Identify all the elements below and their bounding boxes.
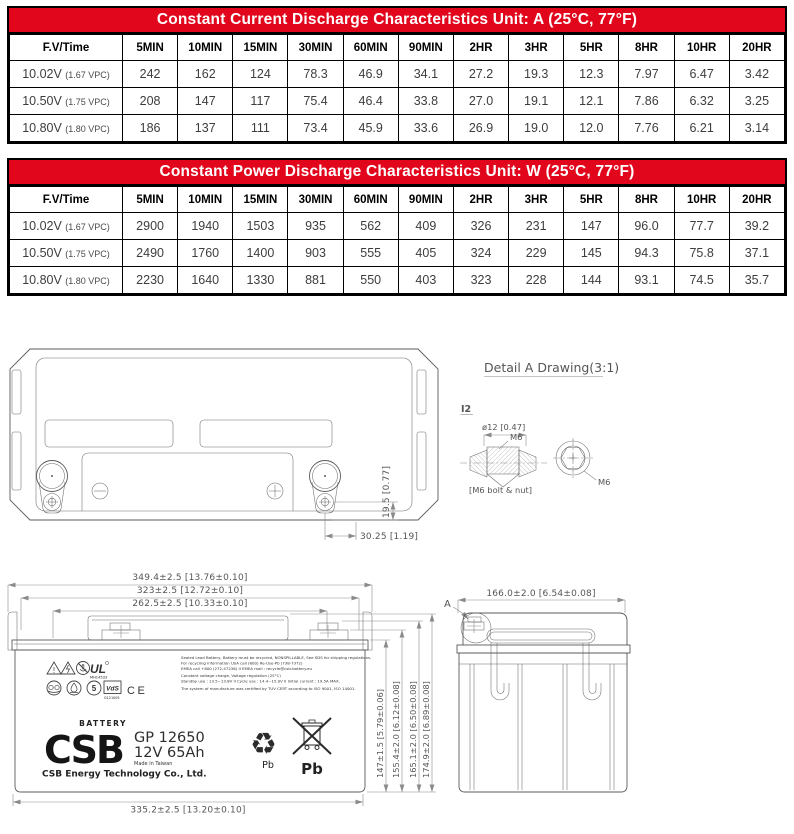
time-column-header: 30MIN bbox=[288, 187, 343, 213]
vpc-note: (1.80 VPC) bbox=[65, 124, 110, 134]
bolt-nut-caption: [M6 bolt & nut] bbox=[469, 485, 532, 495]
dim-30-25: 30.25 [1.19] bbox=[360, 532, 419, 542]
value-cell: 186 bbox=[123, 115, 178, 142]
vpc-note: (1.75 VPC) bbox=[65, 97, 110, 107]
minus-symbol-icon bbox=[92, 483, 108, 499]
voltage-cell: 10.50V (1.75 VPC) bbox=[10, 88, 123, 115]
ul-letters: UL bbox=[90, 662, 106, 676]
value-cell: 33.6 bbox=[398, 115, 453, 142]
table-row bbox=[10, 88, 785, 115]
value-cell: 37.1 bbox=[729, 240, 784, 267]
csb-logo: CSB bbox=[44, 728, 123, 772]
value-cell: 144 bbox=[564, 267, 619, 294]
front-view-drawing bbox=[8, 573, 436, 816]
value-cell: 231 bbox=[509, 213, 564, 240]
bolt-end-view bbox=[553, 438, 596, 480]
time-column-header: 5HR bbox=[564, 35, 619, 61]
terminal-type-label: I2 bbox=[461, 404, 472, 415]
value-cell: 78.3 bbox=[288, 61, 343, 88]
detail-a-callout: A bbox=[444, 599, 451, 610]
value-cell: 6.32 bbox=[674, 88, 729, 115]
value-cell: 137 bbox=[178, 115, 233, 142]
value-cell: 75.8 bbox=[674, 240, 729, 267]
value-cell: 12.3 bbox=[564, 61, 619, 88]
value-cell: 555 bbox=[343, 240, 398, 267]
origin-label: Made in Taiwan bbox=[134, 761, 173, 767]
time-column-header: 15MIN bbox=[233, 187, 288, 213]
value-cell: 409 bbox=[398, 213, 453, 240]
value-cell: 27.0 bbox=[453, 88, 508, 115]
certification-icons bbox=[47, 661, 147, 700]
value-cell: 1330 bbox=[233, 267, 288, 294]
model-number: GP 12650 bbox=[134, 730, 205, 746]
no-fire-icon bbox=[77, 662, 90, 675]
table-row bbox=[10, 115, 785, 142]
value-cell: 34.1 bbox=[398, 61, 453, 88]
time-column-header: 60MIN bbox=[343, 35, 398, 61]
voltage-cell: 10.80V (1.80 VPC) bbox=[10, 115, 123, 142]
voltage-cell: 10.50V (1.75 VPC) bbox=[10, 240, 123, 267]
side-battery-outline bbox=[457, 613, 630, 792]
ul-mark-icon bbox=[90, 661, 109, 679]
vds-letters: VdS bbox=[106, 685, 119, 693]
front-left-terminal bbox=[102, 623, 140, 640]
time-column-header: 10MIN bbox=[178, 187, 233, 213]
value-cell: 3.42 bbox=[729, 61, 784, 88]
pb-recycle-label: Pb bbox=[262, 760, 274, 771]
time-column-header: 5HR bbox=[564, 187, 619, 213]
time-column-header: 8HR bbox=[619, 187, 674, 213]
vpc-note: (1.67 VPC) bbox=[65, 222, 110, 232]
time-column-header: 8HR bbox=[619, 35, 674, 61]
time-column-header: 10HR bbox=[674, 187, 729, 213]
value-cell: 147 bbox=[564, 213, 619, 240]
voltage-cell: 10.80V (1.80 VPC) bbox=[10, 267, 123, 294]
value-cell: 403 bbox=[398, 267, 453, 294]
constant-power-table-title: Constant Power Discharge Characteristics Unit: W (25°C, 77°F) bbox=[9, 160, 785, 186]
value-cell: 1760 bbox=[178, 240, 233, 267]
corner-header: F.V/Time bbox=[10, 187, 123, 213]
svg-text:!: ! bbox=[52, 666, 56, 675]
pb-marks bbox=[250, 718, 331, 778]
value-cell: 75.4 bbox=[288, 88, 343, 115]
dim-19-5: 19.5 [0.77] bbox=[382, 465, 392, 518]
time-column-header: 3HR bbox=[509, 187, 564, 213]
warning-lightning-icon bbox=[61, 662, 75, 674]
value-cell: 7.86 bbox=[619, 88, 674, 115]
value-cell: 162 bbox=[178, 61, 233, 88]
time-column-header: 60MIN bbox=[343, 187, 398, 213]
vpc-note: (1.67 VPC) bbox=[65, 70, 110, 80]
value-cell: 147 bbox=[178, 88, 233, 115]
table-row bbox=[10, 267, 785, 294]
value-cell: 935 bbox=[288, 213, 343, 240]
negative-terminal bbox=[37, 461, 68, 514]
fine-print-block bbox=[180, 655, 371, 691]
value-cell: 19.0 bbox=[509, 115, 564, 142]
value-cell: 6.21 bbox=[674, 115, 729, 142]
thread-side-label: M6 bbox=[598, 477, 611, 487]
value-cell: 27.2 bbox=[453, 61, 508, 88]
time-column-header: 5MIN bbox=[123, 35, 178, 61]
handle-tabs bbox=[12, 370, 426, 490]
dim-323: 323±2.5 [12.72±0.10] bbox=[136, 586, 244, 596]
terminal-offset-dimension bbox=[325, 513, 418, 542]
value-cell: 3.14 bbox=[729, 115, 784, 142]
table-header-row bbox=[10, 35, 785, 61]
side-view-drawing bbox=[444, 589, 630, 792]
value-cell: 35.7 bbox=[729, 267, 784, 294]
value-cell: 3.25 bbox=[729, 88, 784, 115]
dim-width-166: 166.0±2.0 [6.54±0.08] bbox=[486, 589, 596, 599]
dim-height-147: 147±1.5 [5.79±0.06] bbox=[375, 689, 385, 778]
time-column-header: 20HR bbox=[729, 187, 784, 213]
time-column-header: 90MIN bbox=[398, 187, 453, 213]
value-cell: 19.1 bbox=[509, 88, 564, 115]
value-cell: 326 bbox=[453, 213, 508, 240]
technical-drawings bbox=[0, 330, 794, 834]
diameter-dimension: ø12 [0.47] bbox=[482, 422, 526, 432]
value-cell: 550 bbox=[343, 267, 398, 294]
time-column-header: 2HR bbox=[453, 187, 508, 213]
time-column-header: 10MIN bbox=[178, 35, 233, 61]
vds-mark-icon bbox=[104, 681, 121, 700]
value-cell: 242 bbox=[123, 61, 178, 88]
voltage-cell: 10.02V (1.67 VPC) bbox=[10, 213, 123, 240]
time-column-header: 5MIN bbox=[123, 187, 178, 213]
corner-header: F.V/Time bbox=[10, 35, 123, 61]
vent-covers bbox=[45, 420, 332, 447]
value-cell: 73.4 bbox=[288, 115, 343, 142]
time-column-header: 15MIN bbox=[233, 35, 288, 61]
value-cell: 7.76 bbox=[619, 115, 674, 142]
value-cell: 93.1 bbox=[619, 267, 674, 294]
value-cell: 77.7 bbox=[674, 213, 729, 240]
time-column-header: 10HR bbox=[674, 35, 729, 61]
value-cell: 2900 bbox=[123, 213, 178, 240]
value-cell: 562 bbox=[343, 213, 398, 240]
front-width-dimensions bbox=[8, 573, 372, 638]
ul-file-number: MH14533 bbox=[90, 675, 108, 680]
time-column-header: 30MIN bbox=[288, 35, 343, 61]
front-bottom-dimension bbox=[13, 794, 363, 816]
fine-print-line: The system of manufacture was certified by TUV CERT according to ISO 9001, ISO 14001. bbox=[181, 686, 356, 691]
thread-label: M6 bbox=[510, 432, 523, 442]
dim-height-155: 155.4±2.0 [6.12±0.08] bbox=[391, 681, 401, 778]
dim-overall-length: 349.4±2.5 [13.76±0.10] bbox=[132, 573, 248, 583]
table-row bbox=[10, 240, 785, 267]
value-cell: 39.2 bbox=[729, 213, 784, 240]
vds-number: G121005 bbox=[104, 696, 120, 700]
constant-power-table-section bbox=[7, 158, 787, 296]
fine-print-line: Standby use : 13.5~13.8V II Cycle use : 14.4~15.0V II Initial current : 19.5A MAX. bbox=[181, 678, 340, 684]
value-cell: 229 bbox=[509, 240, 564, 267]
constant-current-table bbox=[9, 34, 785, 142]
value-cell: 324 bbox=[453, 240, 508, 267]
voltage-capacity: 12V 65Ah bbox=[134, 745, 205, 761]
value-cell: 881 bbox=[288, 267, 343, 294]
value-cell: 228 bbox=[509, 267, 564, 294]
value-cell: 124 bbox=[233, 61, 288, 88]
value-cell: 2230 bbox=[123, 267, 178, 294]
table-header-row bbox=[10, 187, 785, 213]
time-column-header: 90MIN bbox=[398, 35, 453, 61]
value-cell: 1503 bbox=[233, 213, 288, 240]
value-cell: 1400 bbox=[233, 240, 288, 267]
top-view-drawing bbox=[10, 349, 438, 542]
detail-a-drawing bbox=[460, 360, 619, 495]
brand-block bbox=[42, 719, 207, 780]
value-cell: 111 bbox=[233, 115, 288, 142]
dim-height-165: 165.1±2.0 [6.50±0.08] bbox=[408, 681, 418, 778]
table-row bbox=[10, 213, 785, 240]
value-cell: 1940 bbox=[178, 213, 233, 240]
handle-straps-and-hooks bbox=[491, 643, 601, 700]
detail-a-title: Detail A Drawing(3:1) bbox=[484, 360, 620, 375]
constant-power-table bbox=[9, 186, 785, 294]
value-cell: 19.3 bbox=[509, 61, 564, 88]
value-cell: 46.9 bbox=[343, 61, 398, 88]
vpc-note: (1.80 VPC) bbox=[65, 276, 110, 286]
dim-case-length: 335.2±2.5 [13.20±0.10] bbox=[130, 805, 246, 816]
value-cell: 208 bbox=[123, 88, 178, 115]
vpc-note: (1.75 VPC) bbox=[65, 249, 110, 259]
dim-262-5: 262.5±2.5 [10.33±0.10] bbox=[132, 599, 248, 609]
voltage-cell: 10.02V (1.67 VPC) bbox=[10, 61, 123, 88]
value-cell: 903 bbox=[288, 240, 343, 267]
rohs-number: 5 bbox=[91, 684, 97, 693]
warning-exclamation-icon bbox=[47, 662, 61, 675]
recycle-icon: ♻ bbox=[250, 728, 277, 761]
rohs-recycle-icon bbox=[87, 681, 101, 695]
acid-warning-icon bbox=[67, 681, 81, 695]
value-cell: 145 bbox=[564, 240, 619, 267]
fine-print-line: Sealed Lead Battery, Battery must be recycled, NONSPILLABLE, See SDS for shipping regulations. bbox=[181, 655, 372, 660]
side-panel-seams bbox=[470, 664, 614, 790]
front-right-terminal bbox=[310, 623, 348, 640]
company-name: CSB Energy Technology Co., Ltd. bbox=[42, 769, 207, 780]
value-cell: 12.1 bbox=[564, 88, 619, 115]
dim-height-174: 174.9±2.0 [6.89±0.08] bbox=[421, 681, 431, 778]
value-cell: 1640 bbox=[178, 267, 233, 294]
terminal-height-dimension bbox=[332, 466, 398, 520]
plus-symbol-icon bbox=[267, 483, 283, 499]
value-cell: 2490 bbox=[123, 240, 178, 267]
crossed-bin-icon bbox=[293, 718, 331, 754]
value-cell: 45.9 bbox=[343, 115, 398, 142]
pb-bin-label: Pb bbox=[301, 760, 323, 778]
value-cell: 117 bbox=[233, 88, 288, 115]
value-cell: 96.0 bbox=[619, 213, 674, 240]
fine-print-line: Constant voltage charge, Voltage regulation (25°C) bbox=[181, 673, 281, 678]
value-cell: 26.9 bbox=[453, 115, 508, 142]
value-cell: 323 bbox=[453, 267, 508, 294]
table-row bbox=[10, 61, 785, 88]
value-cell: 7.97 bbox=[619, 61, 674, 88]
value-cell: 33.8 bbox=[398, 88, 453, 115]
value-cell: 12.0 bbox=[564, 115, 619, 142]
fine-print-line: EMEA call +800 (272-47236) II EMEA mail : recycle@csb-battery.eu bbox=[181, 666, 312, 671]
constant-current-table-title: Constant Current Discharge Characteristics Unit: A (25°C, 77°F) bbox=[9, 8, 785, 34]
fine-print-line: For recycling information USA call (800) Re-Use-Pb (738-7372) bbox=[181, 660, 303, 666]
eye-protection-icon bbox=[47, 681, 61, 695]
battery-word: BATTERY bbox=[79, 719, 127, 728]
bolt-cross-section bbox=[460, 447, 547, 487]
side-width-dimension bbox=[458, 589, 625, 613]
value-cell: 405 bbox=[398, 240, 453, 267]
value-cell: 46.4 bbox=[343, 88, 398, 115]
time-column-header: 20HR bbox=[729, 35, 784, 61]
ce-mark: CE bbox=[127, 685, 148, 697]
positive-terminal bbox=[310, 461, 341, 514]
value-cell: 6.47 bbox=[674, 61, 729, 88]
time-column-header: 2HR bbox=[453, 35, 508, 61]
value-cell: 94.3 bbox=[619, 240, 674, 267]
value-cell: 74.5 bbox=[674, 267, 729, 294]
time-column-header: 3HR bbox=[509, 35, 564, 61]
constant-current-table-section bbox=[7, 6, 787, 144]
